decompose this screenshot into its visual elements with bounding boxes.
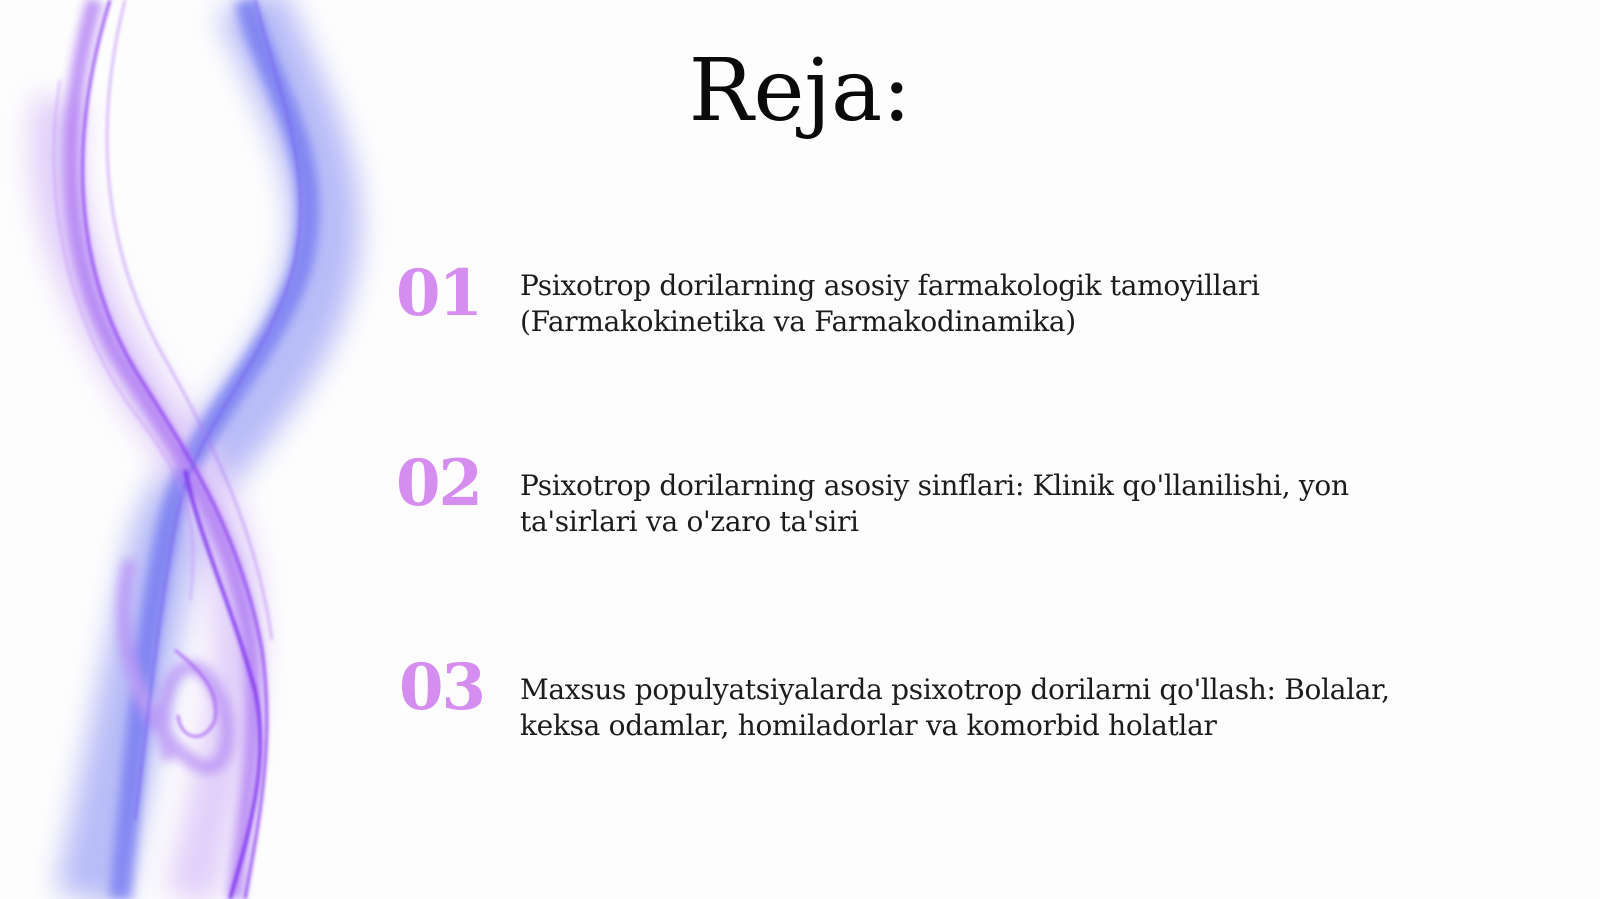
agenda-item (396, 650, 1436, 742)
agenda-item-number: 01 (396, 256, 482, 331)
agenda-item-text-line: Maxsus populyatsiyalarda psixotrop dorilarni qo'llash: Bolalar, (520, 673, 1390, 706)
agenda-item-text (520, 268, 1430, 340)
agenda-item-text-line: Psixotrop dorilarning asosiy farmakologik tamoyillari (520, 269, 1260, 302)
agenda-item-text (520, 672, 1430, 744)
agenda-item (396, 256, 1436, 342)
agenda-item-text-line: keksa odamlar, homiladorlar va komorbid holatlar (520, 709, 1217, 742)
agenda-item-text-line: ta'sirlari va o'zaro ta'siri (520, 505, 859, 538)
agenda-item-text (520, 468, 1430, 540)
agenda-item-number: 03 (399, 650, 485, 725)
agenda-item (396, 446, 1436, 538)
agenda-item-number: 02 (396, 446, 482, 521)
agenda-item-text-line: Psixotrop dorilarning asosiy sinflari: Klinik qo'llanilishi, yon (520, 469, 1349, 502)
purple-smoke-decoration (0, 0, 400, 899)
agenda-item-text-line: (Farmakokinetika va Farmakodinamika) (520, 305, 1076, 338)
slide-title: Reja: (688, 41, 912, 141)
